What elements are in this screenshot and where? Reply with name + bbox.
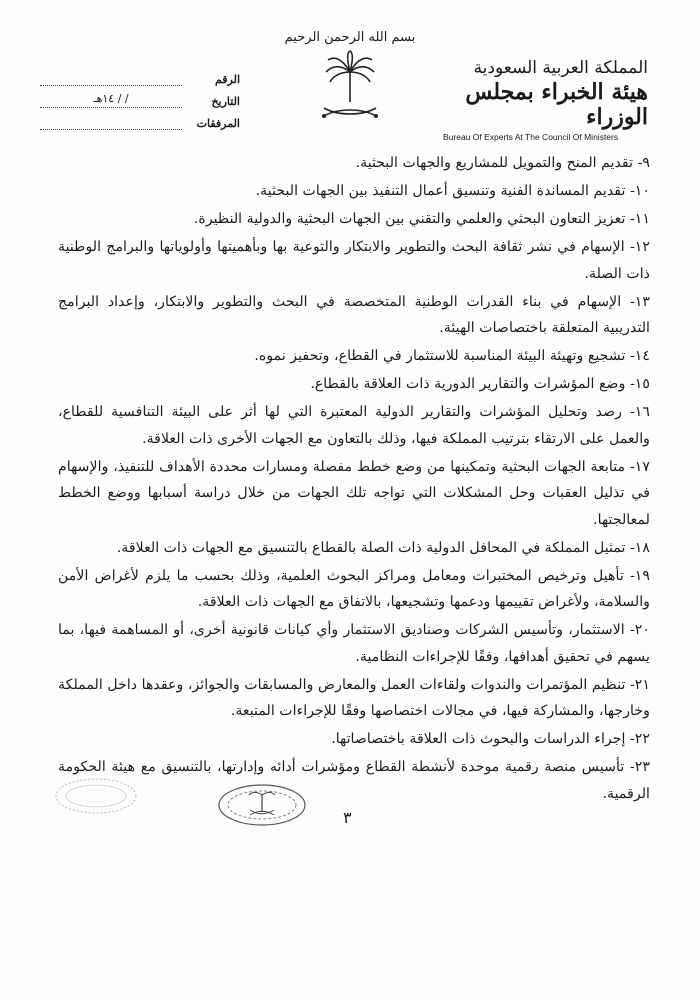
- date-row: [40, 86, 240, 108]
- attachments-label: المرفقات: [196, 117, 240, 130]
- kingdom-name: المملكة العربية السعودية: [473, 58, 648, 78]
- item-text: تنظيم المؤتمرات والندوات ولقاءات العمل والمعارض والمسابقات والجوائز، وعقدها داخل المملكة وخارجها، والمشاركة فيها، في مجالات اختصاصها وفقًا للإجراءات المتبعة.: [58, 676, 650, 719]
- reference-fields: [40, 64, 240, 130]
- item-number: ١٢-: [629, 239, 650, 255]
- item-number: ١٣-: [629, 293, 651, 310]
- list-item: [58, 399, 650, 452]
- item-text: الإسهام في نشر ثقافة البحث والتطوير والابتكار والتوعية بها وبأهميتها وأولوياتها والبرامج الوطنية ذات الصلة.: [58, 239, 650, 282]
- number-field: [40, 73, 182, 86]
- list-item: [58, 371, 650, 398]
- item-number: ١٩-: [629, 567, 650, 584]
- item-number: ١١-: [629, 211, 650, 227]
- list-item: [58, 454, 650, 534]
- item-text: تقديم المنح والتمويل للمشاريع والجهات البحثية.: [355, 155, 634, 171]
- number-row: [40, 64, 240, 86]
- list-item: [58, 150, 650, 177]
- item-number: ٢١-: [629, 676, 650, 693]
- list-item: [58, 206, 650, 233]
- bureau-name-english: Bureau Of Experts At The Council Of Ministers: [443, 131, 619, 142]
- item-text: متابعة الجهات البحثية وتمكينها من وضع خطط مفصلة ومسارات محددة الأهداف للتنفيذ، والإسهام في تذليل العقبات وحل المشكلات التي تواجه تلك الجهات من خلال دراسة أسبابها ووضع الخطط لمعالجتها.: [58, 458, 650, 528]
- list-item: [58, 289, 650, 342]
- item-number: ١٨-: [629, 539, 650, 556]
- item-text: تأهيل وترخيص المختبرات ومعامل ومراكز البحوث العلمية، وذلك بحسب ما يلزم لأغراض الأمن والسلامة، ولأغراض تقييمها ودعمها وتشجيعها، بالاتفاق مع الجهات ذات العلاقة.: [58, 567, 650, 610]
- list-item: [58, 343, 650, 370]
- item-number: ٩-: [637, 155, 650, 171]
- item-text: تعزيز التعاون البحثي والعلمي والتقني بين الجهات البحثية والدولية النظيرة.: [193, 211, 626, 227]
- date-field: [40, 92, 182, 108]
- number-label: الرقم: [214, 73, 240, 86]
- attachments-field: [40, 117, 182, 130]
- item-text: تشجيع وتهيئة البيئة المناسبة للاستثمار في القطاع، وتحفيز نموه.: [254, 348, 626, 364]
- page-number: ٣: [343, 808, 352, 827]
- bureau-name-arabic: هيئة الخبراء بمجلس الوزراء: [465, 79, 648, 131]
- duties-list: [58, 150, 650, 809]
- item-text: الإسهام في بناء القدرات الوطنية المتخصصة في البحث والتطوير والابتكار، وإعداد البرامج التدريبية المتعلقة باختصاصات الهيئة.: [58, 293, 650, 336]
- attachments-row: [40, 108, 240, 130]
- list-item: [58, 617, 650, 670]
- item-number: ١٥-: [629, 376, 650, 392]
- list-item: [58, 563, 650, 616]
- list-item: [58, 726, 650, 753]
- item-number: ١٧-: [629, 458, 651, 475]
- item-number: ٢٠-: [629, 622, 650, 638]
- item-text: تقديم المساندة الفنية وتنسيق أعمال التنفيذ بين الجهات البحثية.: [255, 183, 626, 199]
- item-number: ٢٣-: [629, 759, 650, 775]
- date-value: / / ١٤هـ: [93, 92, 129, 105]
- list-item: [58, 234, 650, 287]
- item-text: تمثيل المملكة في المحافل الدولية ذات الصلة بالقطاع بالتنسيق مع الجهات ذات العلاقة.: [116, 539, 626, 556]
- item-text: رصد وتحليل المؤشرات والتقارير الدولية المعتبرة التي لها أثر على البيئة التنافسية للقطاع، والعمل على الارتقاء بترتيب المملكة فيها، وذلك بالتعاون مع الجهات الأخرى ذات العلاقة.: [58, 404, 650, 447]
- palm-and-swords-emblem-icon: [318, 50, 382, 125]
- date-label: التاريخ: [211, 95, 240, 108]
- item-number: ١٠-: [629, 183, 650, 199]
- list-item: [58, 535, 650, 562]
- list-item: [58, 672, 650, 725]
- letterhead-organization: [438, 58, 648, 142]
- item-text: إجراء الدراسات والبحوث ذات العلاقة باختصاصاتها.: [331, 731, 626, 747]
- item-number: ٢٢-: [629, 731, 650, 747]
- item-number: ١٤-: [629, 348, 650, 364]
- circular-stamp-icon: [52, 776, 140, 816]
- item-text: الاستثمار، وتأسيس الشركات وصناديق الاستثمار وأي كيانات قانونية أخرى، أو المساهمة فيها، بما يسهم في تحقيق أهدافها، وفقًا للإجراءات النظامية.: [58, 622, 650, 665]
- item-text: تأسيس منصة رقمية موحدة لأنشطة القطاع ومؤشرات أدائه وإدارتها، بالتنسيق مع هيئة الحكومة الرقمية.: [58, 759, 650, 802]
- official-seal-icon: [216, 782, 308, 828]
- item-number: ١٦-: [629, 404, 650, 420]
- basmala: بسم الله الرحمن الرحيم: [284, 30, 416, 45]
- item-text: وضع المؤشرات والتقارير الدورية ذات العلاقة بالقطاع.: [310, 376, 626, 392]
- list-item: [58, 178, 650, 205]
- list-item: [58, 754, 650, 807]
